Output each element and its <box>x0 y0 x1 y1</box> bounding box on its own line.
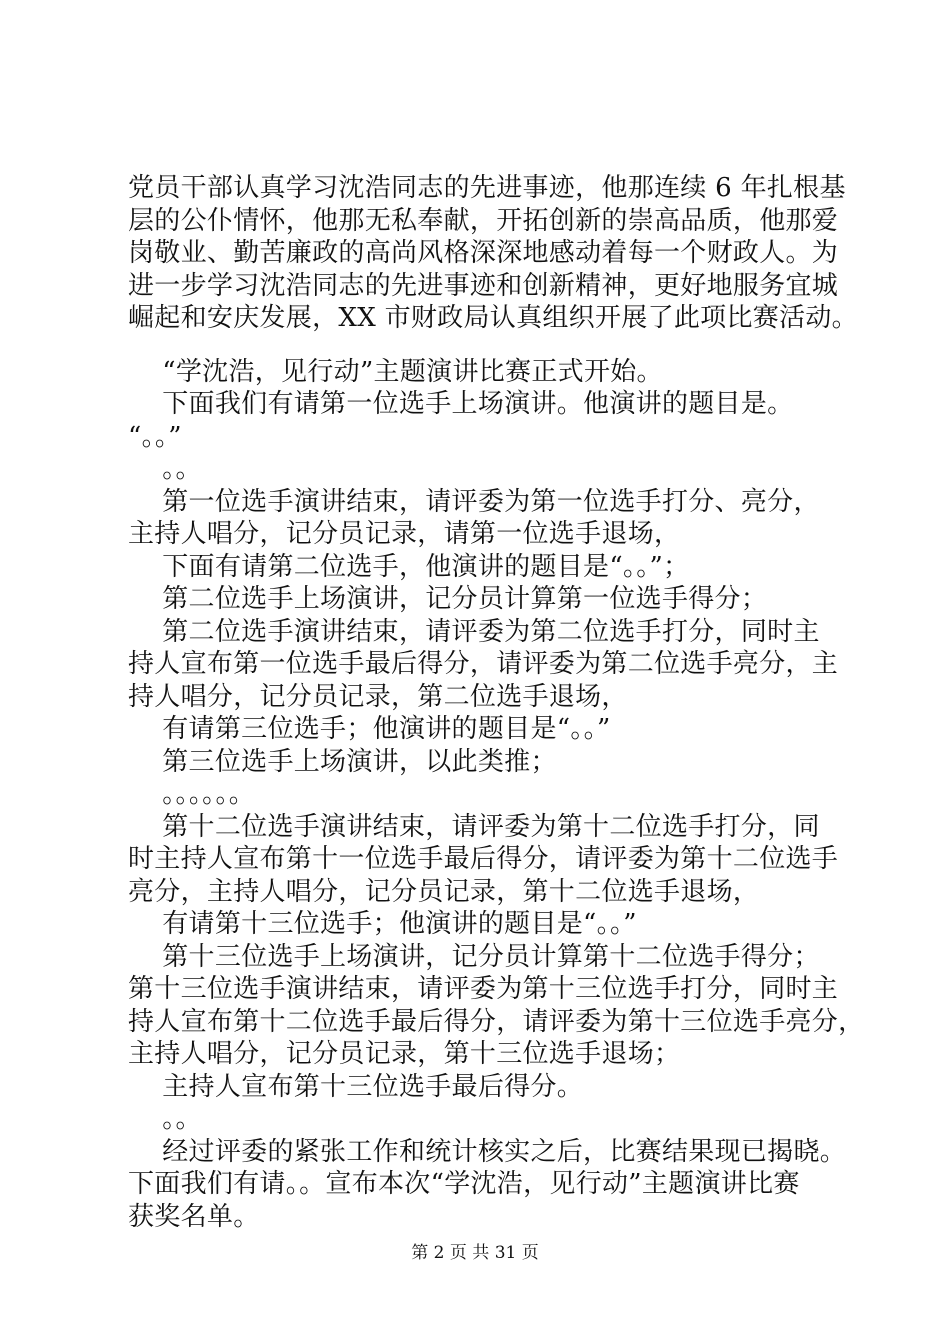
text-line: 岗敬业、勤苦廉政的高尚风格深深地感动着每一个财政人。为 <box>128 238 839 268</box>
intro-paragraph <box>128 172 858 335</box>
text-line: 主持人唱分，记分员记录，第十三位选手退场； <box>128 1039 681 1069</box>
text-line: 第二位选手上场演讲，记分员计算第一位选手得分； <box>128 584 768 614</box>
text-line: 有请第三位选手；他演讲的题目是“。。” <box>128 714 611 744</box>
text-line: 时主持人宣布第十一位选手最后得分，请评委为第十二位选手 <box>128 844 839 874</box>
text-line: 。。。。。。 <box>128 779 256 809</box>
text-line: 下面有请第二位选手，他演讲的题目是“。。”； <box>128 551 690 582</box>
procedure-paragraph <box>128 356 865 1234</box>
text-line: 。。 <box>128 454 202 484</box>
text-line: 有请第十三位选手；他演讲的题目是“。。” <box>128 909 637 939</box>
text-line: 第十三位选手演讲结束，请评委为第十三位选手打分，同时主 <box>128 974 839 1004</box>
text-line: 党员干部认真学习沈浩同志的先进事迹，他那连续 6 年扎根基 <box>128 173 846 203</box>
text-line: “学沈浩，见行动”主题演讲比赛正式开始。 <box>128 356 663 387</box>
text-line: 下面我们有请。。宣布本次“学沈浩，见行动”主题演讲比赛 <box>128 1169 800 1199</box>
text-line: 层的公仆情怀，他那无私奉献，开拓创新的崇高品质，他那爱 <box>128 205 839 236</box>
text-line: 。。 <box>128 1104 202 1134</box>
document-body <box>128 172 865 1233</box>
text-line: 主持人宣布第十三位选手最后得分。 <box>128 1071 584 1102</box>
text-line: 主持人唱分，记分员记录，请第一位选手退场， <box>128 519 681 549</box>
text-line: “。。” <box>128 421 182 452</box>
text-line: 获奖名单。 <box>128 1201 260 1232</box>
text-line: 亮分，主持人唱分，记分员记录，第十二位选手退场， <box>128 876 760 907</box>
text-line: 下面我们有请第一位选手上场演讲。他演讲的题目是。 <box>128 389 794 419</box>
text-line: 第二位选手演讲结束，请评委为第二位选手打分，同时主 <box>128 616 820 647</box>
text-line: 第十三位选手上场演讲，记分员计算第十二位选手得分； <box>128 941 820 972</box>
text-line: 持人唱分，记分员记录，第二位选手退场， <box>128 681 628 712</box>
text-line: 经过评委的紧张工作和统计核实之后，比赛结果现已揭晓。 <box>128 1136 847 1167</box>
text-line: 崛起和安庆发展，XX 市财政局认真组织开展了此项比赛活动。 <box>128 303 858 333</box>
text-line: 第一位选手演讲结束，请评委为第一位选手打分、亮分， <box>128 486 820 517</box>
text-line: 第十二位选手演讲结束，请评委为第十二位选手打分，同 <box>128 811 820 842</box>
text-line: 第三位选手上场演讲，以此类推； <box>128 746 557 777</box>
text-line: 持人宣布第一位选手最后得分，请评委为第二位选手亮分，主 <box>128 649 839 679</box>
text-line: 持人宣布第十二位选手最后得分，请评委为第十三位选手亮分， <box>128 1006 865 1037</box>
paragraph-spacer <box>128 335 833 356</box>
page-number-footer: 第 2 页 共 31 页 <box>411 1243 539 1263</box>
text-line: 进一步学习沈浩同志的先进事迹和创新精神，更好地服务宜城 <box>128 270 839 301</box>
